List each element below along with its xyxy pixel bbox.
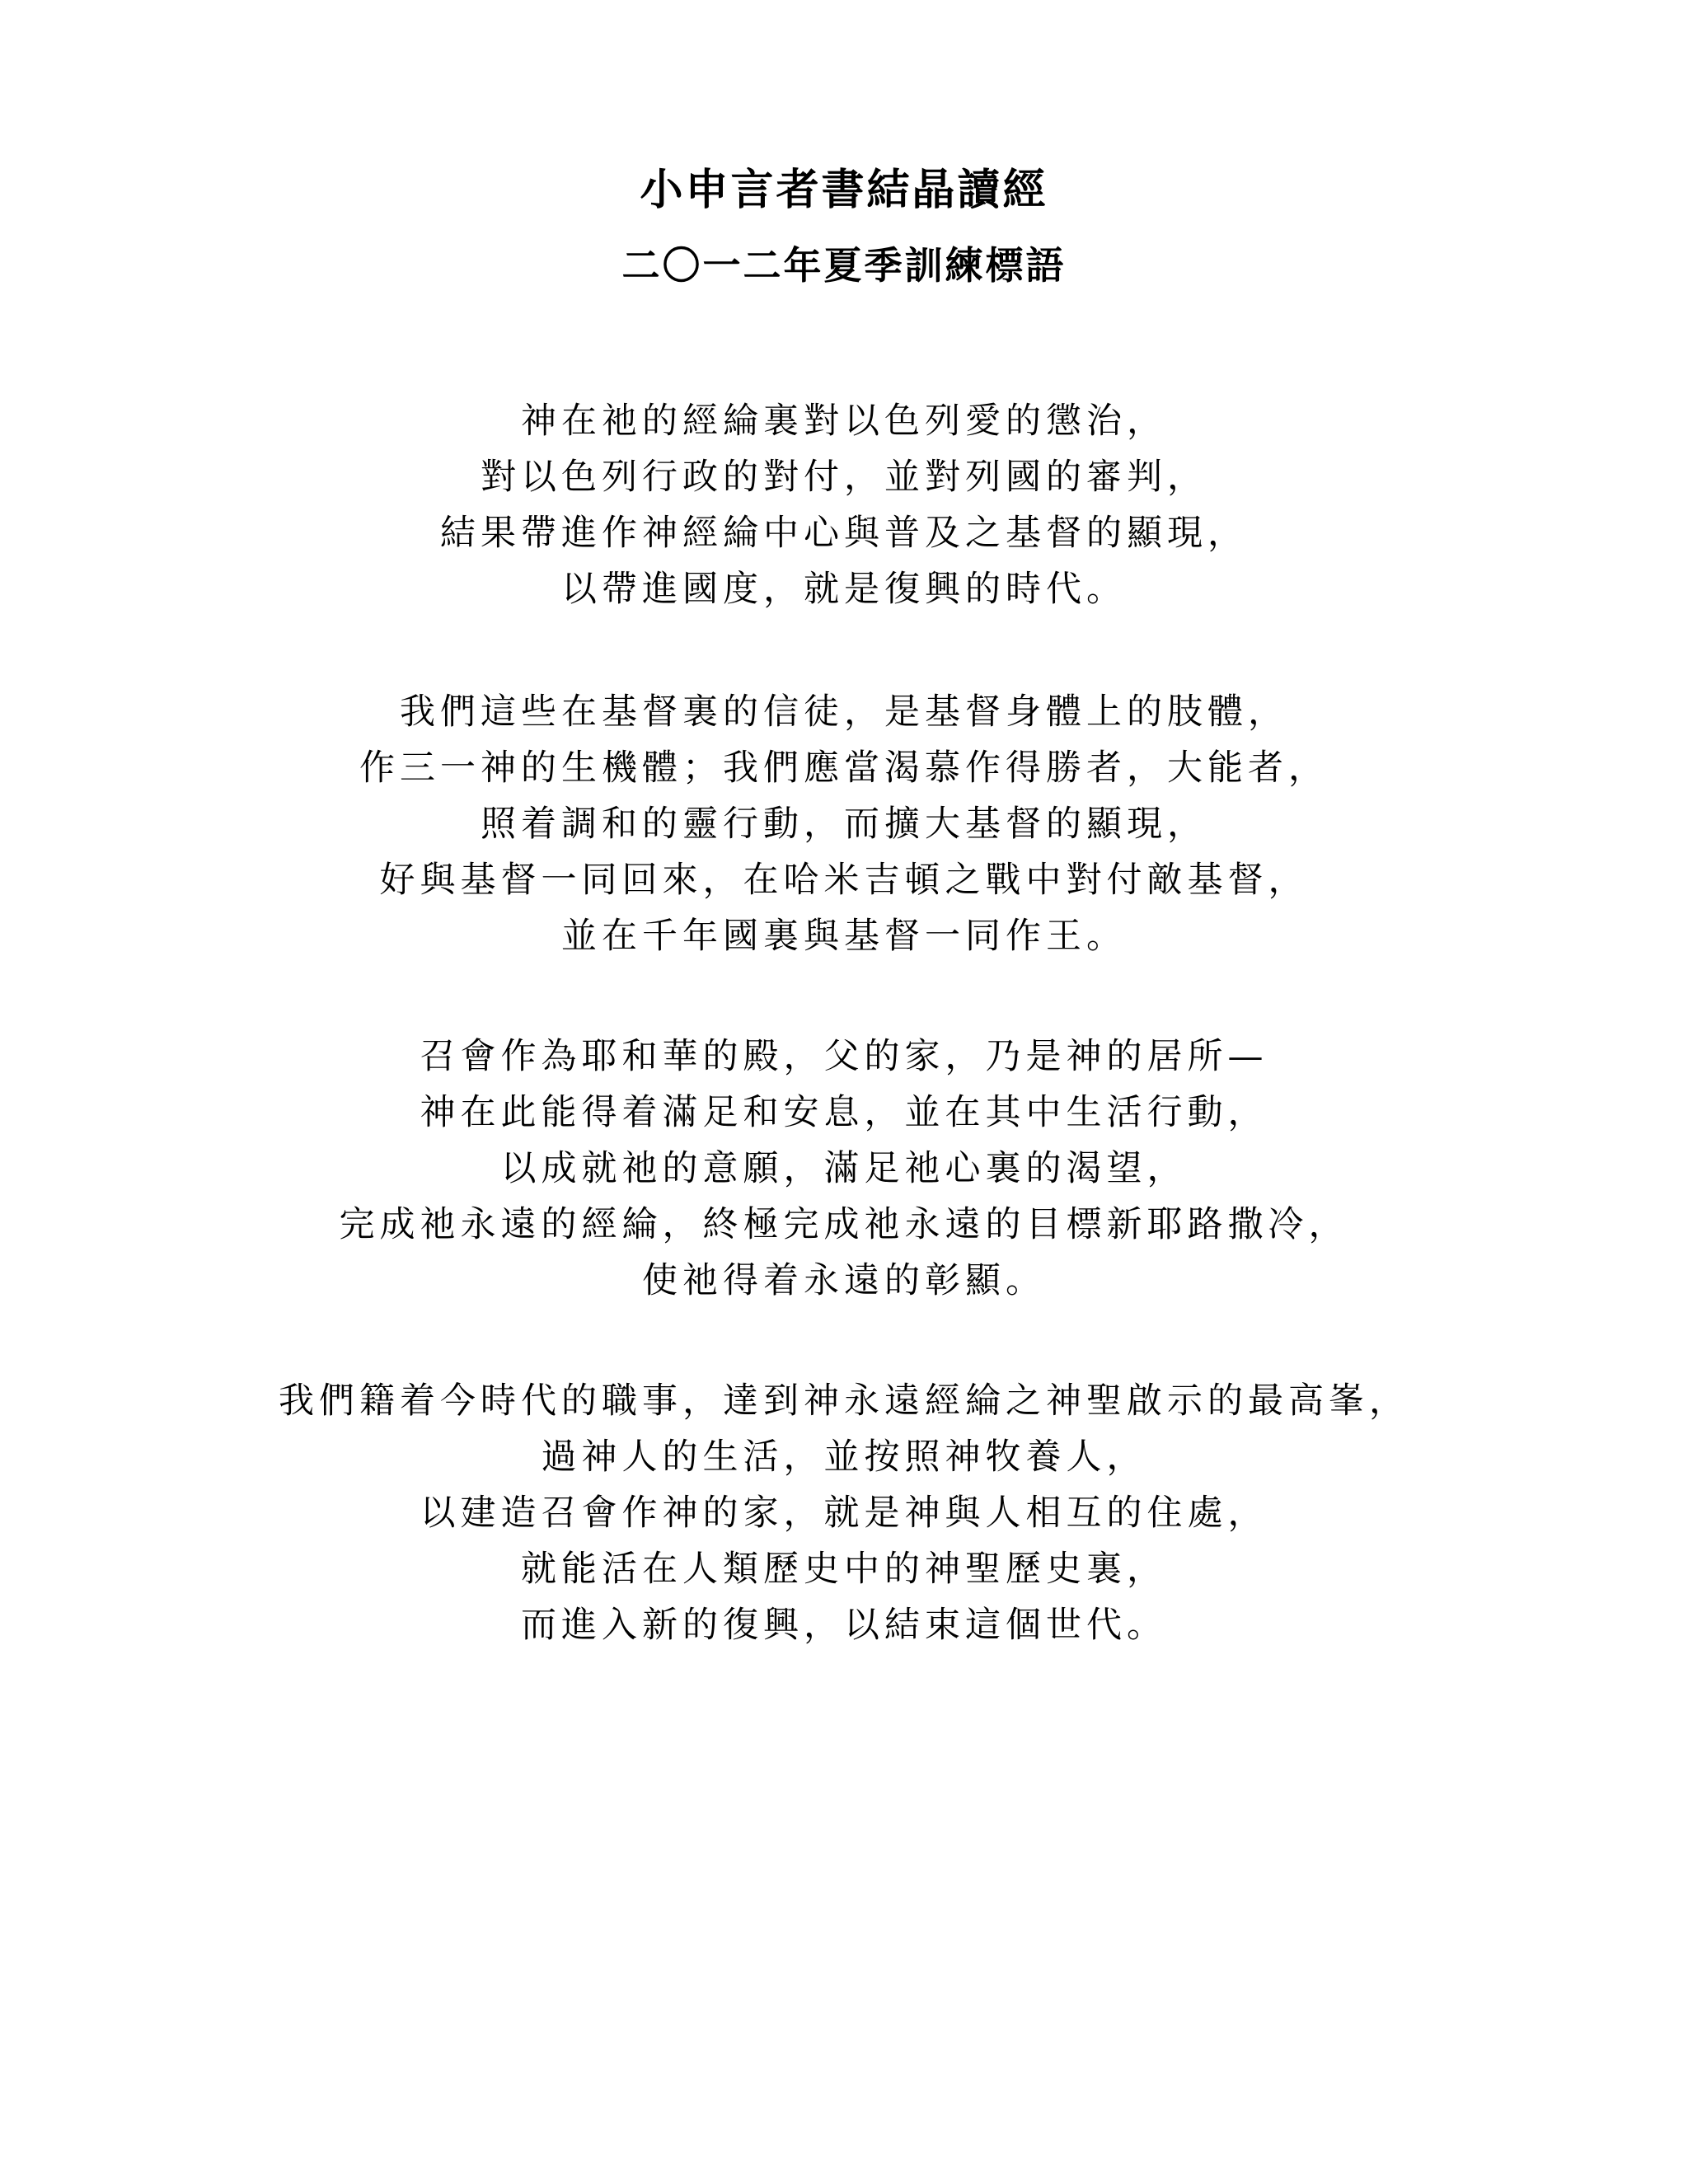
stanza-line: 結果帶進作神經綸中心與普及之基督的顯現， xyxy=(440,513,1248,554)
document-title: 小申言者書結晶讀經 xyxy=(640,165,1048,215)
stanza-3 xyxy=(0,1029,1688,1309)
document-subtitle: 二〇一二年夏季訓練標語 xyxy=(621,243,1067,288)
stanza-line: 而進入新的復興，以結束這個世代。 xyxy=(521,1605,1167,1646)
stanza-line: 完成祂永遠的經綸，終極完成祂永遠的目標新耶路撒冷， xyxy=(339,1204,1349,1245)
stanza-2 xyxy=(0,684,1688,964)
stanza-4 xyxy=(0,1373,1688,1653)
stanza-line: 以建造召會作神的家，就是神與人相互的住處， xyxy=(420,1493,1268,1534)
stanza-1 xyxy=(0,393,1688,617)
stanza-line: 好與基督一同回來，在哈米吉頓之戰中對付敵基督， xyxy=(379,860,1309,901)
stanza-line: 我們這些在基督裏的信徒，是基督身體上的肢體， xyxy=(400,691,1288,733)
stanza-line: 神在祂的經綸裏對以色列愛的懲治， xyxy=(521,401,1167,442)
stanza-line: 並在千年國裏與基督一同作王。 xyxy=(561,916,1127,957)
stanza-line: 過神人的生活，並按照神牧養人， xyxy=(541,1436,1147,1478)
stanza-line: 作三一神的生機體；我們應當渴慕作得勝者，大能者， xyxy=(359,748,1329,789)
stanza-line: 召會作為耶和華的殿，父的家，乃是神的居所— xyxy=(420,1036,1268,1077)
stanza-line: 我們籍着今時代的職事，達到神永遠經綸之神聖啟示的最高峯， xyxy=(279,1380,1409,1422)
stanza-line: 對以色列行政的對付，並對列國的審判， xyxy=(481,457,1207,498)
stanza-line: 使祂得着永遠的彰顯。 xyxy=(642,1260,1046,1301)
stanza-line: 就能活在人類歷史中的神聖歷史裏， xyxy=(521,1549,1167,1590)
stanza-line: 神在此能得着滿足和安息，並在其中生活行動， xyxy=(420,1092,1268,1133)
stanza-line: 照着調和的靈行動，而擴大基督的顯現， xyxy=(481,804,1207,845)
stanza-line: 以成就祂的意願，滿足祂心裏的渴望， xyxy=(500,1148,1188,1189)
stanza-line: 以帶進國度，就是復興的時代。 xyxy=(561,569,1127,610)
